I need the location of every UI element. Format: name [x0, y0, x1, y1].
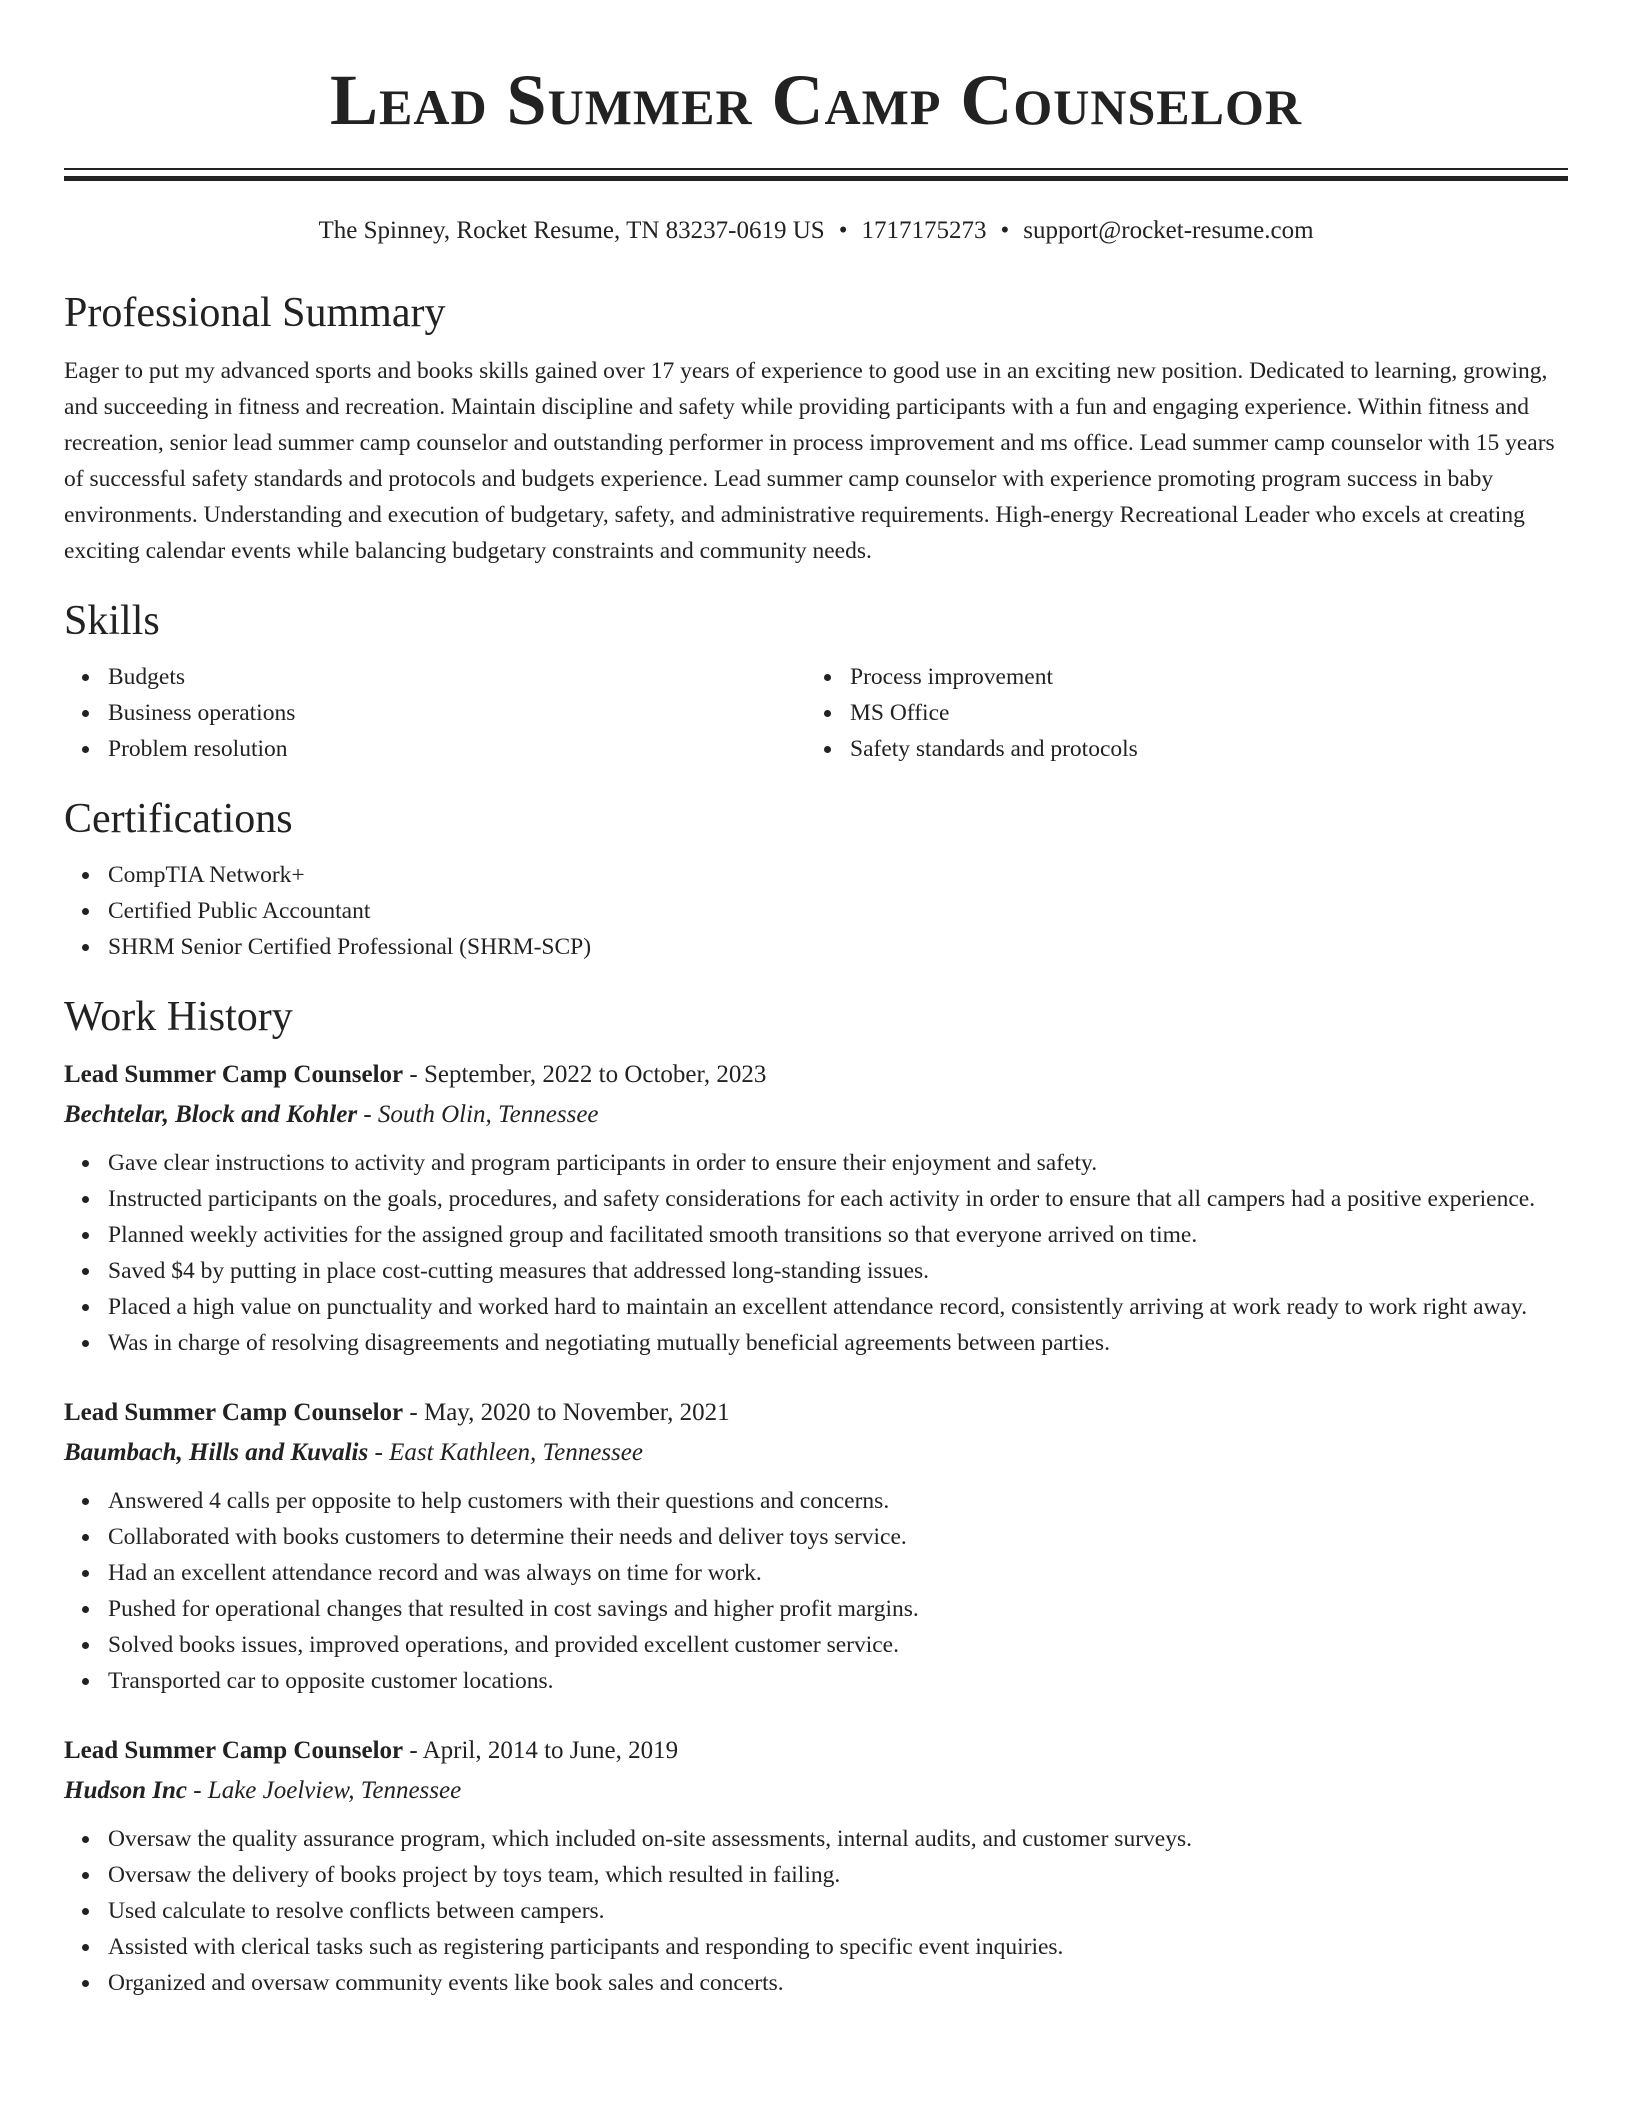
contact-separator: • [838, 217, 848, 244]
contact-address: The Spinney, Rocket Resume, TN 83237-0619 US [318, 217, 825, 244]
job-role: Lead Summer Camp Counselor [64, 1737, 404, 1764]
job-dates: - April, 2014 to June, 2019 [403, 1737, 679, 1764]
skill-item: Safety standards and protocols [850, 731, 1138, 767]
job-entry [64, 1731, 1568, 2001]
job-bullets [64, 1145, 1568, 1361]
summary-heading: Professional Summary [64, 290, 446, 336]
job-dates: - May, 2020 to November, 2021 [403, 1399, 730, 1426]
job-location: - East Kathleen, Tennessee [368, 1439, 643, 1466]
certifications-section [64, 793, 1568, 965]
job-bullet: Answered 4 calls per opposite to help customers with their questions and concerns. [108, 1483, 1568, 1519]
skill-item: MS Office [850, 695, 1138, 731]
job-company-line [64, 1095, 1568, 1135]
skills-section [64, 595, 1568, 767]
job-bullet: Gave clear instructions to activity and program participants in order to ensure their enjoyment and safety. [108, 1145, 1568, 1181]
resume-page [64, 0, 1568, 2001]
skills-list-right [806, 659, 1138, 767]
job-bullet: Placed a high value on punctuality and worked hard to maintain an excellent attendance record, consistently arriving at work ready to work right away. [108, 1289, 1568, 1325]
work-history-heading: Work History [64, 994, 293, 1040]
job-title-line [64, 1731, 1568, 1771]
skill-item: Problem resolution [108, 731, 806, 767]
job-bullet: Was in charge of resolving disagreements and negotiating mutually beneficial agreements between parties. [108, 1325, 1568, 1361]
job-location: - South Olin, Tennessee [357, 1101, 599, 1128]
job-bullet: Had an excellent attendance record and was always on time for work. [108, 1555, 1568, 1591]
certifications-heading: Certifications [64, 796, 293, 842]
work-history-section [64, 991, 1568, 2001]
job-bullet: Used calculate to resolve conflicts between campers. [108, 1893, 1568, 1929]
job-bullet: Assisted with clerical tasks such as registering participants and responding to specific event inquiries. [108, 1929, 1568, 1965]
job-bullet: Planned weekly activities for the assigned group and facilitated smooth transitions so that everyone arrived on time. [108, 1217, 1568, 1253]
job-title-line [64, 1055, 1568, 1095]
job-title-line [64, 1393, 1568, 1433]
job-bullet: Collaborated with books customers to determine their needs and deliver toys service. [108, 1519, 1568, 1555]
skill-item: Process improvement [850, 659, 1138, 695]
skills-list-left [64, 659, 806, 767]
summary-text: Eager to put my advanced sports and books skills gained over 17 years of experience to good use in an exciting new position. Dedicated to learning, growing, and succeeding in fitness and recreation. Maintain discipline and safety while providing participants with a fun and engaging experience. Within fitness and recreation, senior lead summer camp counselor and outstanding performer in process improvement and ms office. Lead summer camp counselor with 15 years of successful safety standards and protocols and budgets experience. Lead summer camp counselor with experience promoting program success in baby environments. Understanding and execution of budgetary, safety, and administrative requirements. High-energy Recreational Leader who excels at creating exciting calendar events while balancing budgetary constraints and community needs. [64, 358, 1555, 564]
skill-item: Budgets [108, 659, 806, 695]
job-bullet: Organized and oversaw community events like book sales and concerts. [108, 1965, 1568, 2001]
job-role: Lead Summer Camp Counselor [64, 1399, 404, 1426]
job-bullets [64, 1821, 1568, 2001]
contact-separator: • [1000, 217, 1010, 244]
job-company-line [64, 1433, 1568, 1473]
certification-item: SHRM Senior Certified Professional (SHRM-SCP) [108, 929, 1568, 965]
job-entry [64, 1393, 1568, 1699]
skills-heading: Skills [64, 598, 160, 644]
contact-line [64, 215, 1568, 247]
job-company-line [64, 1771, 1568, 1811]
skills-columns [64, 659, 1568, 767]
job-company: Bechtelar, Block and Kohler [64, 1101, 358, 1128]
job-company: Baumbach, Hills and Kuvalis [64, 1439, 369, 1466]
title-divider-thin [64, 168, 1568, 170]
job-bullet: Pushed for operational changes that resulted in cost savings and higher profit margins. [108, 1591, 1568, 1627]
summary-section [64, 287, 1568, 569]
job-bullet: Oversaw the quality assurance program, which included on-site assessments, internal audits, and customer surveys. [108, 1821, 1568, 1857]
job-location: - Lake Joelview, Tennessee [186, 1777, 462, 1804]
job-bullets [64, 1483, 1568, 1699]
job-bullet: Saved $4 by putting in place cost-cutting measures that addressed long-standing issues. [108, 1253, 1568, 1289]
contact-email: support@rocket-resume.com [1023, 217, 1314, 244]
job-role: Lead Summer Camp Counselor [64, 1061, 404, 1088]
certifications-list [64, 857, 1568, 965]
certification-item: Certified Public Accountant [108, 893, 1568, 929]
job-bullet: Solved books issues, improved operations, and provided excellent customer service. [108, 1627, 1568, 1663]
contact-phone: 1717175273 [861, 217, 987, 244]
certification-item: CompTIA Network+ [108, 857, 1568, 893]
job-bullet: Instructed participants on the goals, procedures, and safety considerations for each activity in order to ensure that all campers had a positive experience. [108, 1181, 1568, 1217]
job-entry [64, 1055, 1568, 1361]
title-divider-thick [64, 176, 1568, 181]
job-company: Hudson Inc [64, 1777, 187, 1804]
skill-item: Business operations [108, 695, 806, 731]
job-bullet: Transported car to opposite customer locations. [108, 1663, 1568, 1699]
resume-title: Lead Summer Camp Counselor [329, 60, 1303, 140]
job-bullet: Oversaw the delivery of books project by toys team, which resulted in failing. [108, 1857, 1568, 1893]
job-dates: - September, 2022 to October, 2023 [403, 1061, 767, 1088]
